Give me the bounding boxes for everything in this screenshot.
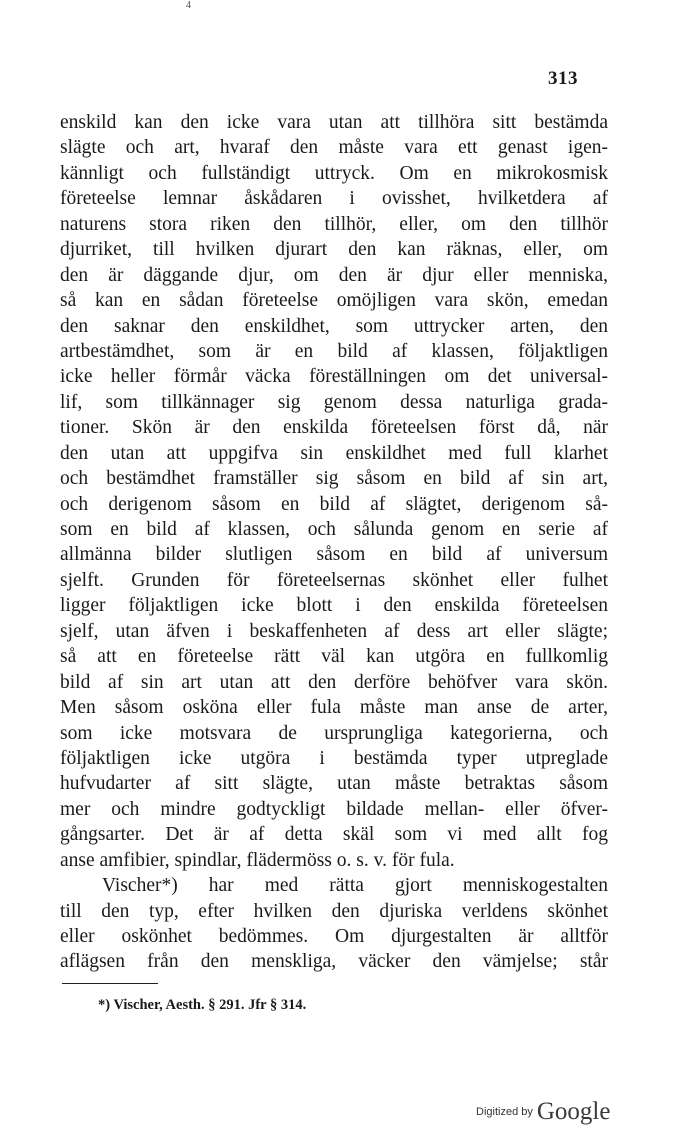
text-line: icke heller förmår väcka föreställningen om det universal- [60,366,608,388]
text-line: tioner. Skön är den enskilda företeelsen först då, när [60,417,608,439]
text-line: sjelft. Grunden för företeelsernas skönhet eller fulhet [60,569,608,591]
corner-mark: 4 [186,0,191,11]
text-line: eller oskönhet bedömmes. Om djurgestalten är alltför [60,926,608,947]
text-line: den är däggande djur, om den är djur eller menniska, [60,264,608,286]
text-line: slägte och art, hvaraf den måste vara ett genast igen- [60,137,608,159]
text-line: bild af sin art utan att den derföre behöfver vara skön. [60,671,608,693]
text-line: naturens stora riken den tillhör, eller, om den tillhör [60,213,608,235]
digitized-by-watermark [476,1098,610,1126]
text-line: företeelse lemnar åskådaren i ovisshet, hvilketdera af [60,188,608,210]
text-line: aflägsen från den menskliga, väcker den vämjelse; står [60,951,608,973]
page-number: 313 [548,68,578,89]
body-text [60,110,608,975]
text-line: artbestämdhet, som är en bild af klassen, följaktligen [60,340,608,362]
paragraph-start-line: Vischer*) har med rätta gjort menniskogestalten [102,875,608,897]
text-line: och bestämdhet framställer sig såsom en bild af sin art, [60,468,608,490]
text-line: allmänna bilder slutligen såsom en bild af universum [60,544,608,566]
text-line: enskild kan den icke vara utan att tillhöra sitt bestämda [60,112,608,133]
text-line: den saknar den enskildhet, som uttrycker arten, den [60,315,608,337]
text-line: Men såsom osköna eller fula måste man anse de arter, [60,697,608,719]
footnote: *) Vischer, Aesth. § 291. Jfr § 314. [98,997,307,1013]
text-line: gångsarter. Det är af detta skäl som vi med allt fog [60,824,608,846]
text-line: kännligt och fullständigt uttryck. Om en mikrokosmisk [60,162,608,184]
text-line: ligger följaktligen icke blott i den enskilda företeelsen [60,595,608,617]
text-line: som icke motsvara de ursprungliga kategorierna, och [60,722,608,744]
text-line: hufvudarter af sitt slägte, utan måste betraktas såsom [60,773,608,795]
text-line: som en bild af klassen, och sålunda genom en serie af [60,519,608,540]
text-line: så kan en sådan företeelse omöjligen vara skön, emedan [60,290,608,312]
text-line: djurriket, till hvilken djurart den kan räknas, eller, om [60,239,608,261]
text-line: den utan att uppgifva sin enskildhet med full klarhet [60,442,608,464]
text-line: så att en företeelse rätt väl kan utgöra en fullkomlig [60,646,608,668]
text-line: till den typ, efter hvilken den djuriska verldens skönhet [60,900,608,922]
text-line: sjelf, utan äfven i beskaffenheten af dess art eller slägte; [60,620,608,642]
footnote-divider [62,983,158,984]
text-line: och derigenom såsom en bild af slägtet, derigenom så- [60,493,608,515]
paragraph-end-line: anse amfibier, spindlar, flädermöss o. s. v. för fula. [60,849,455,871]
text-line: följaktligen icke utgöra i bestämda typer utpreglade [60,747,608,769]
text-line: lif, som tillkännager sig genom dessa naturliga grada- [60,391,608,413]
google-logo: Google [536,1098,611,1125]
digitized-prefix: Digitized by [476,1106,533,1118]
text-line: mer och mindre godtyckligt bildade mellan- eller öfver- [60,798,608,820]
